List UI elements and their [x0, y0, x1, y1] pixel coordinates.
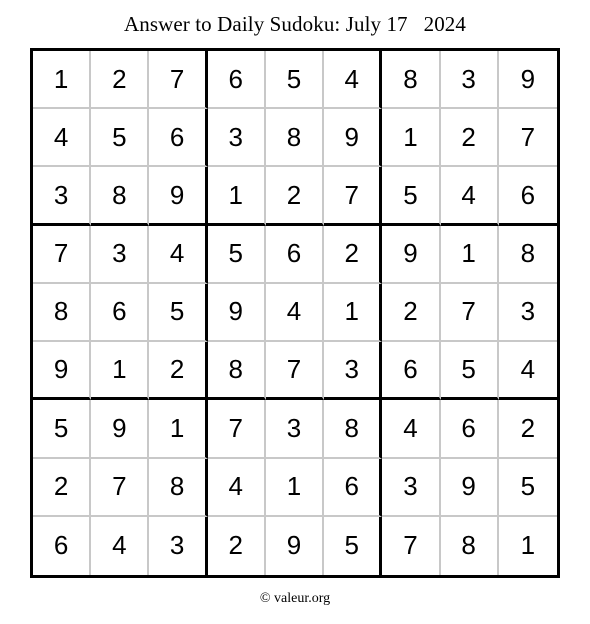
- sudoku-cell-r4-c3: 4: [149, 226, 207, 284]
- sudoku-cell-r3-c5: 2: [266, 167, 324, 225]
- sudoku-cell-r7-c4: 7: [208, 400, 266, 458]
- sudoku-cell-r4-c6: 2: [324, 226, 382, 284]
- sudoku-cell-r6-c2: 1: [91, 342, 149, 400]
- sudoku-cell-r1-c3: 7: [149, 51, 207, 109]
- sudoku-cell-r9-c3: 3: [149, 517, 207, 575]
- sudoku-cell-r7-c8: 6: [441, 400, 499, 458]
- sudoku-cell-r1-c4: 6: [208, 51, 266, 109]
- sudoku-cell-r7-c6: 8: [324, 400, 382, 458]
- sudoku-cell-r6-c4: 8: [208, 342, 266, 400]
- sudoku-cell-r7-c7: 4: [382, 400, 440, 458]
- sudoku-cell-r6-c7: 6: [382, 342, 440, 400]
- sudoku-cell-r2-c9: 7: [499, 109, 557, 167]
- sudoku-cell-r1-c1: 1: [33, 51, 91, 109]
- sudoku-cell-r8-c1: 2: [33, 459, 91, 517]
- sudoku-cell-r8-c9: 5: [499, 459, 557, 517]
- sudoku-cell-r9-c1: 6: [33, 517, 91, 575]
- sudoku-cell-r7-c3: 1: [149, 400, 207, 458]
- sudoku-cell-r7-c2: 9: [91, 400, 149, 458]
- sudoku-cell-r2-c1: 4: [33, 109, 91, 167]
- sudoku-cell-r9-c7: 7: [382, 517, 440, 575]
- sudoku-cell-r7-c5: 3: [266, 400, 324, 458]
- sudoku-cell-r8-c5: 1: [266, 459, 324, 517]
- sudoku-cell-r3-c8: 4: [441, 167, 499, 225]
- sudoku-cell-r1-c9: 9: [499, 51, 557, 109]
- sudoku-cell-r1-c2: 2: [91, 51, 149, 109]
- sudoku-cell-r5-c3: 5: [149, 284, 207, 342]
- sudoku-cell-r8-c2: 7: [91, 459, 149, 517]
- sudoku-cell-r3-c6: 7: [324, 167, 382, 225]
- sudoku-cell-r8-c4: 4: [208, 459, 266, 517]
- sudoku-cell-r1-c5: 5: [266, 51, 324, 109]
- sudoku-cell-r4-c9: 8: [499, 226, 557, 284]
- sudoku-cell-r5-c8: 7: [441, 284, 499, 342]
- sudoku-cell-r8-c6: 6: [324, 459, 382, 517]
- sudoku-board: [30, 48, 560, 578]
- copyright-credit: © valeur.org: [259, 591, 331, 606]
- sudoku-cell-r2-c2: 5: [91, 109, 149, 167]
- sudoku-cell-r5-c7: 2: [382, 284, 440, 342]
- sudoku-cell-r9-c9: 1: [520, 530, 536, 561]
- sudoku-cell-r1-c7: 8: [382, 51, 440, 109]
- sudoku-cell-r9-c8: 8: [441, 517, 499, 575]
- sudoku-cell-r2-c6: 9: [324, 109, 382, 167]
- sudoku-cell-r6-c6: 3: [324, 342, 382, 400]
- sudoku-cell-r2-c5: 8: [266, 109, 324, 167]
- sudoku-cell-r5-c6: 1: [324, 284, 382, 342]
- puzzle-title: Answer to Daily Sudoku: July 17 2024: [123, 12, 467, 36]
- sudoku-cell-r4-c7: 9: [382, 226, 440, 284]
- sudoku-cell-r8-c3: 8: [149, 459, 207, 517]
- sudoku-cell-r3-c1: 3: [33, 167, 91, 225]
- sudoku-cell-r4-c8: 1: [441, 226, 499, 284]
- sudoku-cell-r3-c4: 1: [208, 167, 266, 225]
- sudoku-cell-r2-c4: 3: [208, 109, 266, 167]
- sudoku-cell-r1-c8: 3: [441, 51, 499, 109]
- sudoku-cell-r9-c6: 5: [324, 517, 382, 575]
- sudoku-cell-r4-c2: 3: [91, 226, 149, 284]
- sudoku-cell-r4-c1: 7: [33, 226, 91, 284]
- sudoku-cell-r6-c3: 2: [149, 342, 207, 400]
- sudoku-cell-r2-c8: 2: [441, 109, 499, 167]
- sudoku-cell-r3-c7: 5: [382, 167, 440, 225]
- sudoku-cell-r7-c9: 2: [499, 400, 557, 458]
- sudoku-cell-r6-c5: 7: [266, 342, 324, 400]
- sudoku-cell-r1-c6: 4: [324, 51, 382, 109]
- sudoku-cell-r2-c7: 1: [382, 109, 440, 167]
- sudoku-cell-r5-c4: 9: [208, 284, 266, 342]
- sudoku-cell-r3-c9: 6: [499, 167, 557, 225]
- sudoku-cell-r5-c5: 4: [266, 284, 324, 342]
- sudoku-cell-r9-c4: 2: [208, 517, 266, 575]
- sudoku-cell-r3-c2: 8: [91, 167, 149, 225]
- sudoku-cell-r5-c1: 8: [33, 284, 91, 342]
- sudoku-cell-r6-c9: 4: [499, 342, 557, 400]
- sudoku-cell-r3-c3: 9: [149, 167, 207, 225]
- sudoku-cell-r5-c9: 3: [499, 284, 557, 342]
- sudoku-cell-r6-c1: 9: [33, 342, 91, 400]
- sudoku-cell-r8-c7: 3: [382, 459, 440, 517]
- sudoku-cell-r8-c8: 9: [441, 459, 499, 517]
- sudoku-cell-r7-c1: 5: [33, 400, 91, 458]
- sudoku-cell-r2-c3: 6: [149, 109, 207, 167]
- sudoku-cell-r5-c2: 6: [91, 284, 149, 342]
- sudoku-cell-r4-c5: 6: [266, 226, 324, 284]
- sudoku-cell-r4-c4: 5: [208, 226, 266, 284]
- sudoku-cell-r9-c2: 4: [91, 517, 149, 575]
- sudoku-cell-r9-c5: 9: [266, 517, 324, 575]
- sudoku-cell-r6-c8: 5: [441, 342, 499, 400]
